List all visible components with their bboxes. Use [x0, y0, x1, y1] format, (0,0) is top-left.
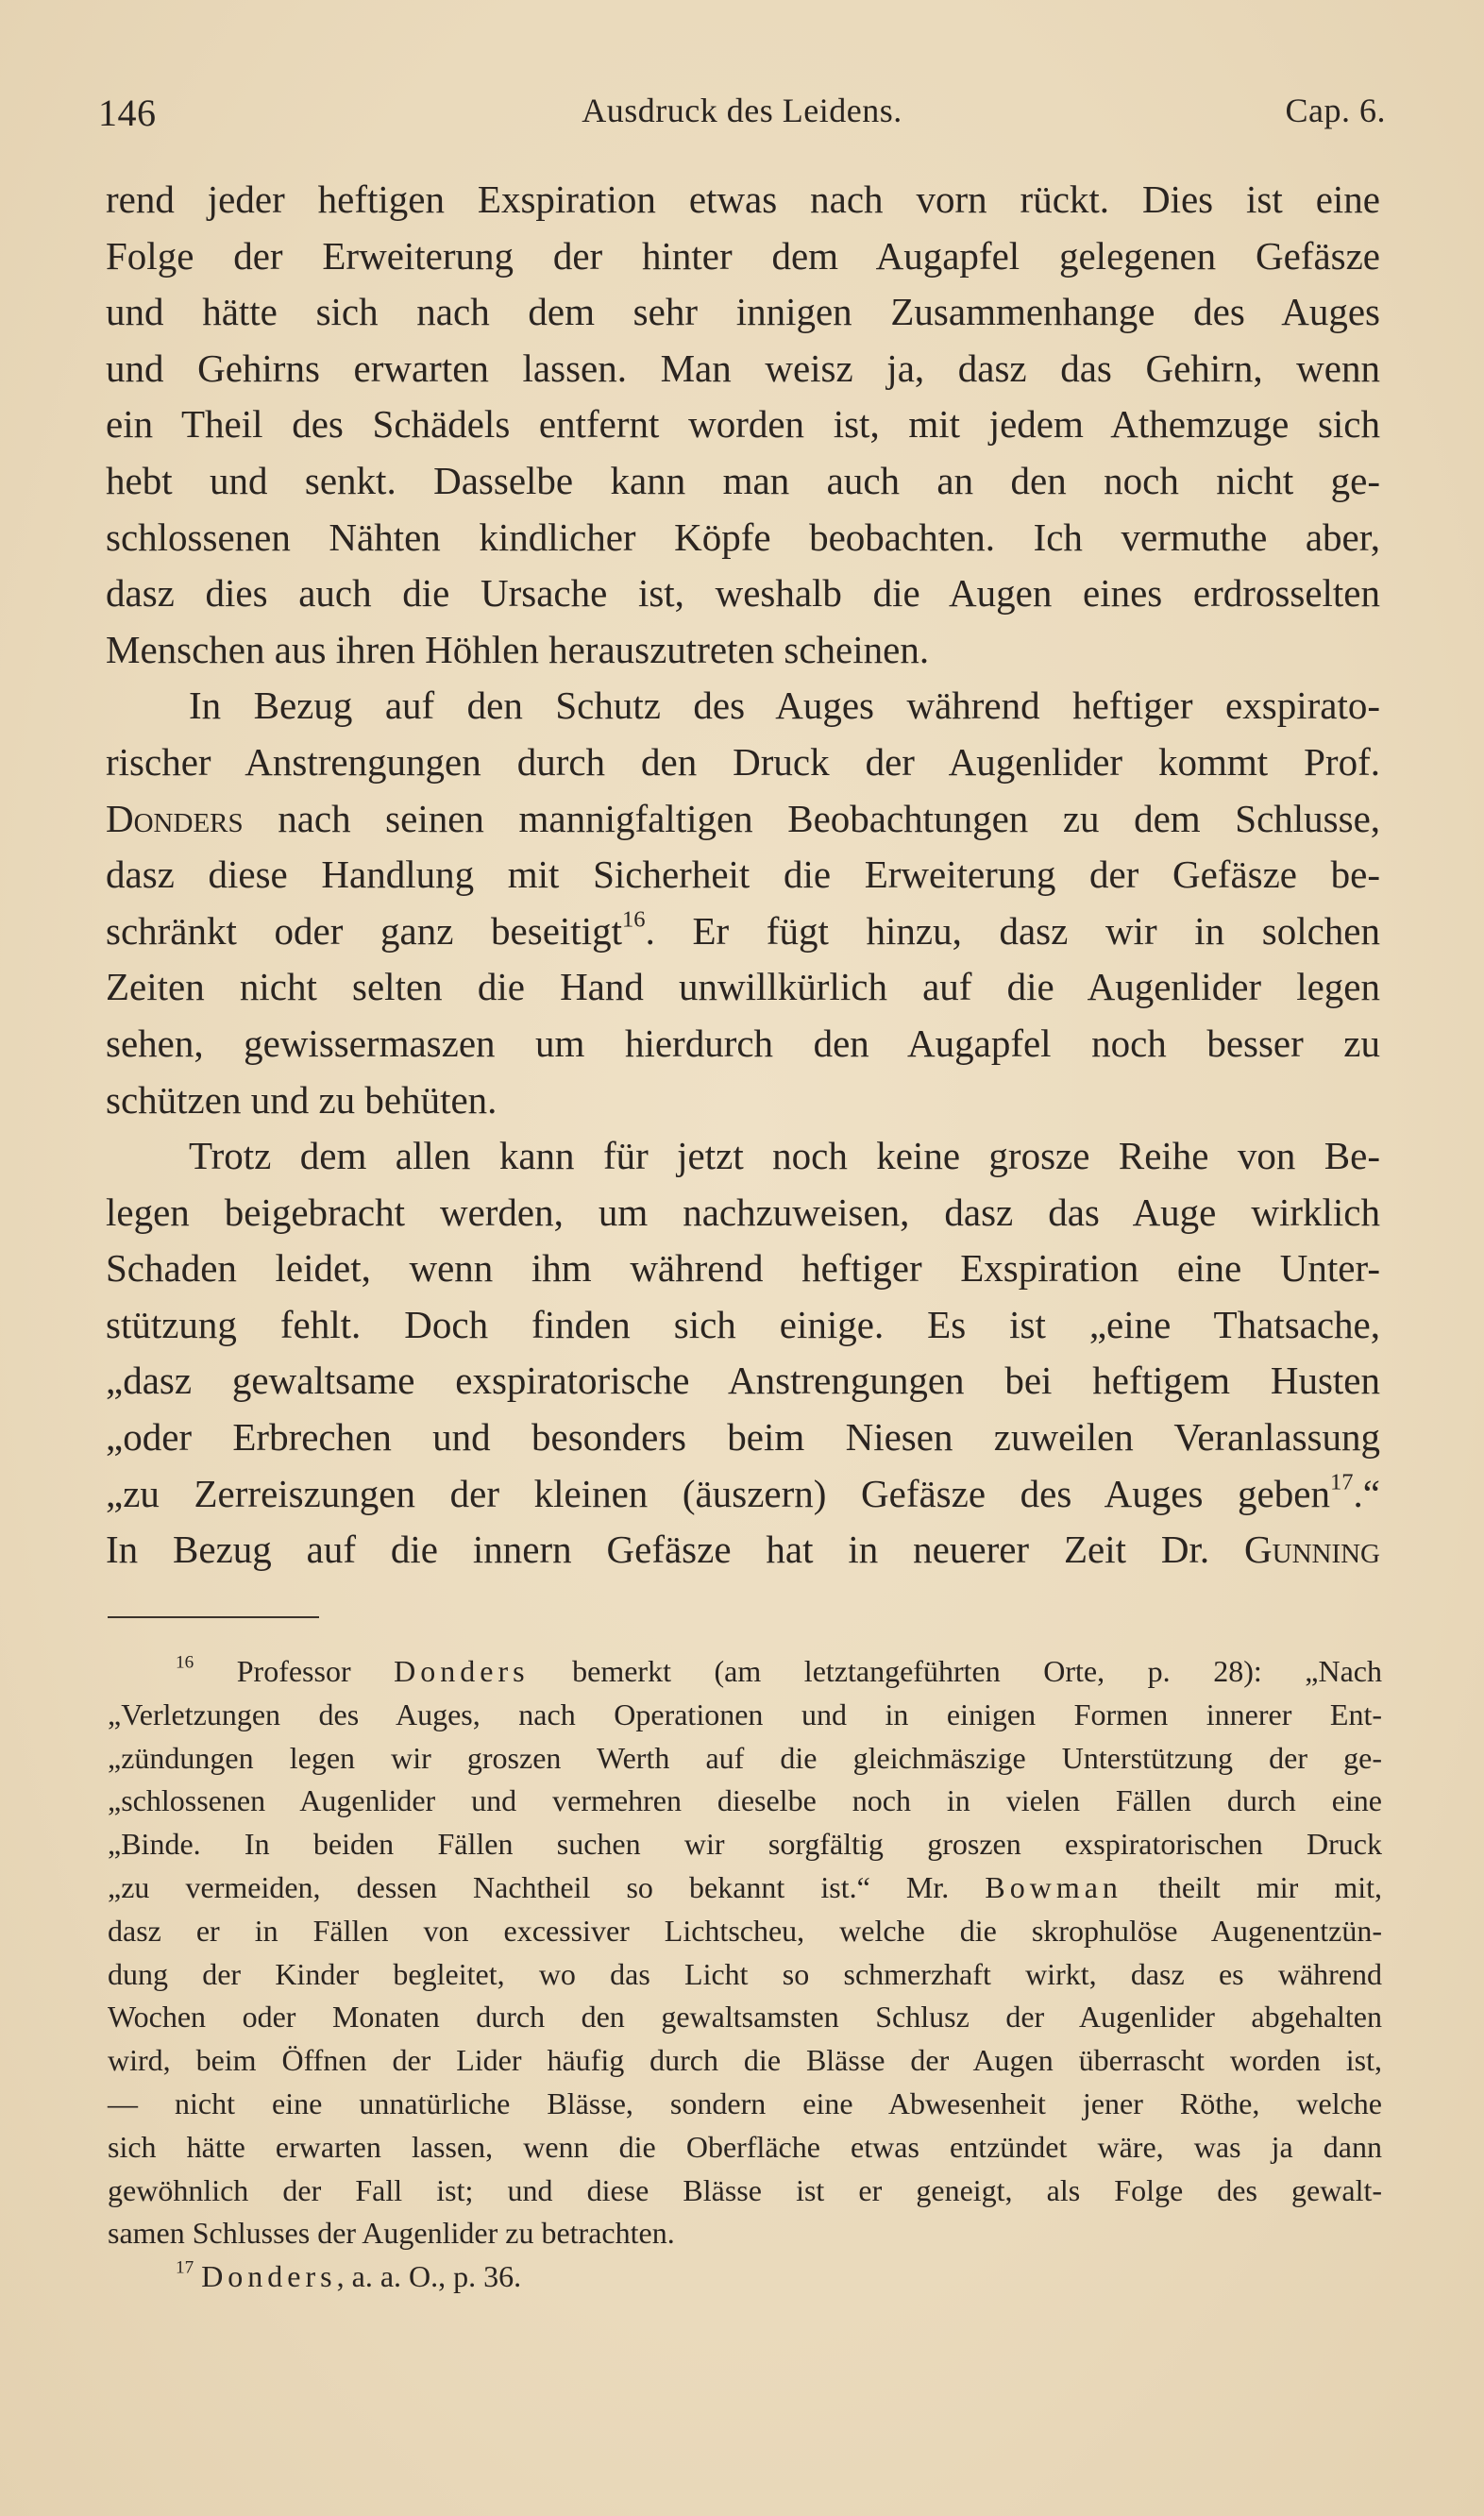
footnote-line: „Verletzungen des Auges, nach Operationen und in einigen Formen innerer Ent- — [108, 1697, 1382, 1731]
author-name-donders: Donders — [201, 2259, 337, 2294]
text-fragment: .“ — [1353, 1471, 1380, 1515]
text-line: sehen, gewissermaszen um hierdurch den Augapfel noch besser zu — [106, 1021, 1380, 1065]
text-fragment: nach seinen mannigfaltigen Beobachtungen zu dem Schlusse, — [278, 796, 1381, 840]
page-number: 146 — [98, 92, 157, 134]
main-text — [106, 172, 1380, 1579]
footnote-17 — [108, 2255, 1382, 2299]
text-fragment: Professor — [236, 1654, 351, 1688]
footnote-mark-17: 17 — [176, 2257, 194, 2278]
text-line: In Bezug auf den Schutz des Auges während heftiger exspirato- — [189, 684, 1380, 728]
author-name-bowman: Bowman — [985, 1869, 1122, 1904]
text-line: Zeiten nicht selten die Hand unwillkürlich auf die Augenlider legen — [106, 965, 1380, 1009]
footnote-line: „schlossenen Augenlider und vermehren dieselbe noch in vielen Fällen durch eine — [108, 1783, 1382, 1818]
text-line: „dasz gewaltsame exspiratorische Anstrengungen bei heftigem Husten — [106, 1359, 1380, 1403]
footnote-line: wird, beim Öffnen der Lider häufig durch die Blässe der Augen überrascht worden ist, — [108, 2043, 1382, 2078]
footnote-line: samen Schlusses der Augenlider zu betrachten. — [108, 2216, 675, 2251]
text-line: „oder Erbrechen und besonders beim Niesen zuweilen Veranlassung — [106, 1415, 1380, 1460]
text-fragment: bemerkt (am letztangeführten Orte, p. 28): „Nach — [572, 1654, 1383, 1688]
text-line: Trotz dem allen kann für jetzt noch keine grosze Reihe von Be- — [189, 1134, 1380, 1178]
footnote-line: gewöhnlich der Fall ist; und diese Blässe ist er geneigt, als Folge des gewalt- — [108, 2172, 1382, 2207]
text-fragment: „zu Zerreiszungen der kleinen (äuszern) Gefäsze des Auges geben — [106, 1471, 1330, 1515]
footnote-16 — [108, 1650, 1382, 1694]
text-fragment: , a. a. O., p. 36. — [336, 2259, 522, 2294]
text-line — [106, 1466, 1380, 1523]
text-fragment: „zu vermeiden, dessen Nachtheil so bekannt ist.“ Mr. — [108, 1869, 950, 1904]
text-line: stützung fehlt. Doch finden sich einige. Es ist „eine Thatsache, — [106, 1302, 1380, 1346]
footnote-line: sich hätte erwarten lassen, wenn die Oberfläche etwas entzündet wäre, was ja dann — [108, 2129, 1382, 2164]
footnote-ref-17[interactable]: 17 — [1329, 1469, 1354, 1495]
author-name-gunning: Gunning — [1244, 1528, 1380, 1572]
author-name-donders: Donders — [106, 796, 244, 840]
footnote-line: „Binde. In beiden Fällen suchen wir sorgfältig groszen exspiratorischen Druck — [108, 1827, 1382, 1862]
text-line: und Gehirns erwarten lassen. Man weisz ja, dasz das Gehirn, wenn — [106, 346, 1380, 390]
footnote-line: dung der Kinder begleitet, wo das Licht so schmerzhaft wirkt, dasz es während — [108, 1956, 1382, 1991]
text-fragment: schränkt oder ganz beseitigt — [106, 908, 622, 953]
text-line: Menschen aus ihren Höhlen herauszutreten scheinen. — [106, 627, 930, 671]
text-line: rischer Anstrengungen durch den Druck der Augenlider kommt Prof. — [106, 739, 1380, 784]
text-line: schlossenen Nähten kindlicher Köpfe beobachten. Ich vermuthe aber, — [106, 515, 1380, 559]
page-header — [98, 87, 1386, 144]
text-line: Schaden leidet, wenn ihm während heftiger Exspiration eine Unter- — [106, 1246, 1380, 1291]
text-line — [106, 791, 1380, 848]
footnote-line: Wochen oder Monaten durch den gewaltsamsten Schlusz der Augenlider abgehalten — [108, 2000, 1382, 2035]
footnote-divider — [108, 1616, 319, 1618]
footnote-line: — nicht eine unnatürliche Blässe, sondern eine Abwesenheit jener Röthe, welche — [108, 2085, 1382, 2120]
text-line — [106, 1522, 1380, 1579]
footnote-ref-16[interactable]: 16 — [621, 906, 646, 933]
chapter-label: Cap. 6. — [1285, 92, 1386, 129]
footnote-line — [108, 1866, 1382, 1910]
text-line: ein Theil des Schädels entfernt worden ist, mit jedem Athemzuge sich — [106, 402, 1380, 447]
text-line: dasz dies auch die Ursache ist, weshalb die Augen eines erdrosselten — [106, 571, 1380, 616]
text-line: dasz diese Handlung mit Sicherheit die Erweiterung der Gefäsze be- — [106, 853, 1380, 897]
footnote-line: „zündungen legen wir groszen Werth auf die gleichmäszige Unterstützung der ge- — [108, 1740, 1382, 1775]
text-line: und hätte sich nach dem sehr innigen Zusammenhange des Auges — [106, 290, 1380, 334]
footnote-line: dasz er in Fällen von excessiver Lichtscheu, welche die skrophulöse Augenentzün- — [108, 1913, 1382, 1948]
running-title: Ausdruck des Leidens. — [582, 92, 902, 129]
footnote-mark-16: 16 — [176, 1652, 194, 1673]
author-name-donders: Donders — [394, 1654, 530, 1688]
text-fragment: . Er fügt hinzu, dasz wir in solchen — [645, 908, 1381, 953]
text-line — [106, 903, 1380, 960]
text-line: legen beigebracht werden, um nachzuweisen, dasz das Auge wirklich — [106, 1190, 1380, 1234]
text-fragment: theilt mir mit, — [1158, 1869, 1383, 1904]
text-line: hebt und senkt. Dasselbe kann man auch an den noch nicht ge- — [106, 458, 1380, 502]
footnotes — [108, 1650, 1382, 2299]
text-line: Folge der Erweiterung der hinter dem Augapfel gelegenen Gefäsze — [106, 233, 1380, 278]
text-line: rend jeder heftigen Exspiration etwas nach vorn rückt. Dies ist eine — [106, 177, 1380, 221]
text-line: schützen und zu behüten. — [106, 1077, 497, 1122]
text-fragment: In Bezug auf die innern Gefäsze hat in neuerer Zeit Dr. — [106, 1528, 1210, 1572]
